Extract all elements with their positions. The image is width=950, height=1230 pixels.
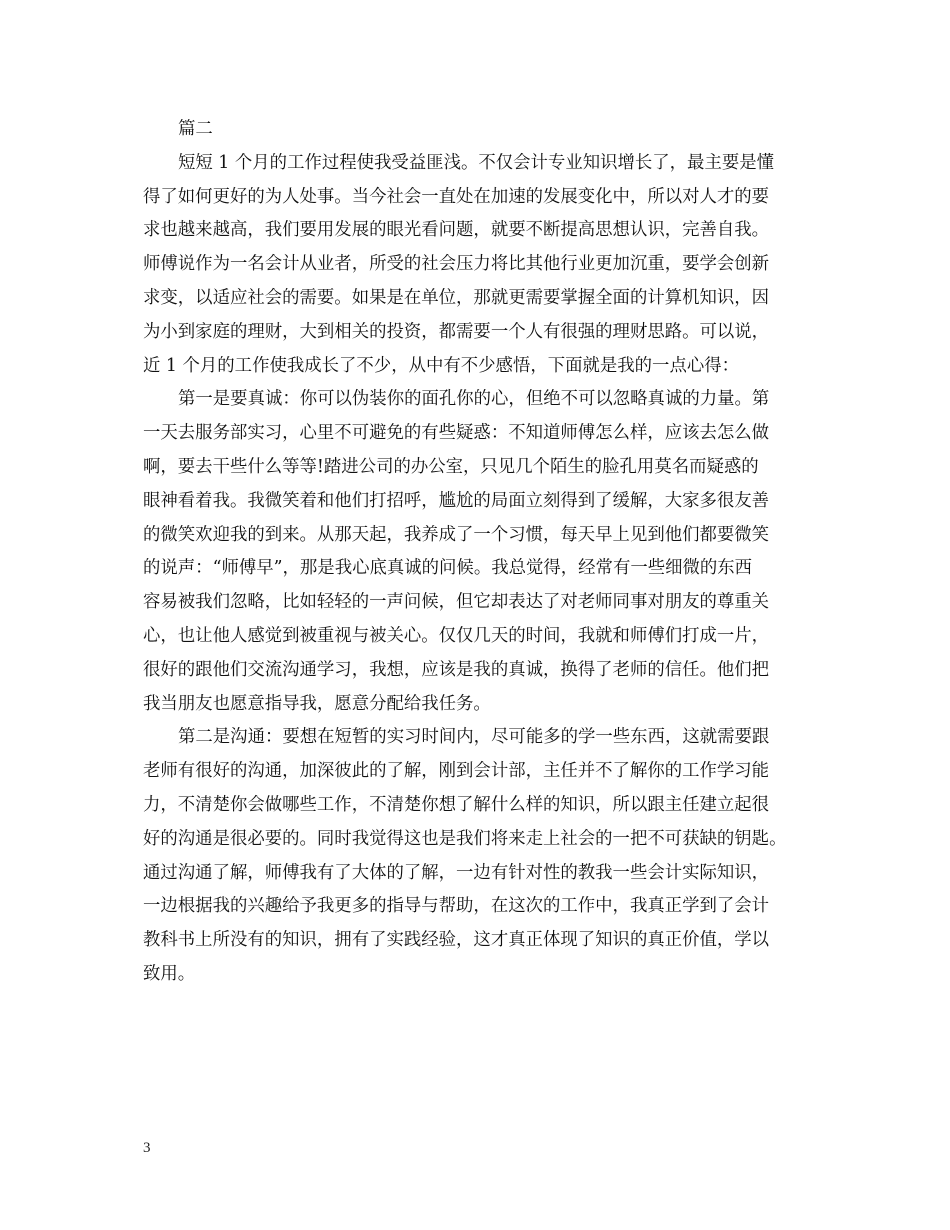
text-line: 很好的跟他们交流沟通学习，我想，应该是我的真诚，换得了老师的信任。他们把: [143, 659, 770, 680]
page-number: 3: [143, 1140, 151, 1156]
section-title: 篇二: [178, 119, 213, 139]
text-line: 师傅说作为一名会计从业者，所受的社会压力将比其他行业更加沉重，要学会创新: [143, 254, 770, 275]
paragraph-2: [143, 383, 810, 721]
text-line: 啊，要去干些什么等等!踏进公司的办公室，只见几个陌生的脸孔用莫名而疑惑的: [143, 456, 759, 477]
text-line: 第二是沟通：要想在短暂的实习时间内，尽可能多的学一些东西，这就需要跟: [178, 727, 770, 748]
paragraph-3: [143, 721, 810, 991]
text-line: 为小到家庭的理财，大到相关的投资，都需要一个人有很强的理财思路。可以说，: [143, 321, 770, 342]
document-body: [143, 113, 810, 992]
text-line: 教科书上所没有的知识，拥有了实践经验，这才真正体现了知识的真正价值，学以: [143, 930, 770, 951]
text-line: 求变，以适应社会的需要。如果是在单位，那就更需要掌握全面的计算机知识，因: [143, 287, 770, 308]
text-line: 容易被我们忽略，比如轻轻的一声问候，但它却表达了对老师同事对朋友的尊重关: [143, 592, 770, 613]
text-line: 的微笑欢迎我的到来。从那天起，我养成了一个习惯，每天早上见到他们都要微笑: [143, 524, 770, 545]
text-line: 心，也让他人感觉到被重视与被关心。仅仅几天的时间，我就和师傅们打成一片，: [143, 625, 770, 646]
text-line: 短短 1 个月的工作过程使我受益匪浅。不仅会计专业知识增长了，最主要是懂: [178, 152, 775, 173]
text-line: 求也越来越高，我们要用发展的眼光看问题，就要不断提高思想认识，完善自我。: [143, 220, 770, 241]
text-line: 得了如何更好的为人处事。当今社会一直处在加速的发展变化中，所以对人才的要: [143, 186, 770, 207]
text-line: 通过沟通了解，师傅我有了大体的了解，一边有针对性的教我一些会计实际知识，: [143, 862, 770, 883]
text-line: 眼神看着我。我微笑着和他们打招呼，尴尬的局面立刻得到了缓解，大家多很友善: [143, 490, 770, 511]
text-line: 第一是要真诚：你可以伪装你的面孔你的心，但绝不可以忽略真诚的力量。第: [178, 389, 770, 410]
text-line: 一边根据我的兴趣给予我更多的指导与帮助，在这次的工作中，我真正学到了会计: [143, 896, 770, 917]
paragraph-1: [143, 147, 810, 384]
text-line: 我当朋友也愿意指导我，愿意分配给我任务。: [143, 693, 491, 714]
text-line: 好的沟通是很必要的。同时我觉得这也是我们将来走上社会的一把不可获缺的钥匙。: [143, 828, 787, 849]
text-line: 致用。: [143, 963, 196, 984]
text-line: 的说声：“师傅早”，那是我心底真诚的问候。我总觉得，经常有一些细微的东西: [143, 558, 753, 579]
text-line: 力，不清楚你会做哪些工作，不清楚你想了解什么样的知识，所以跟主任建立起很: [143, 794, 770, 815]
text-line: 一天去服务部实习，心里不可避免的有些疑惑：不知道师傅怎么样，应该去怎么做: [143, 423, 770, 444]
text-line: 近 1 个月的工作使我成长了不少，从中有不少感悟，下面就是我的一点心得：: [143, 355, 740, 376]
text-line: 老师有很好的沟通，加深彼此的了解，刚到会计部，主任并不了解你的工作学习能: [143, 761, 770, 782]
